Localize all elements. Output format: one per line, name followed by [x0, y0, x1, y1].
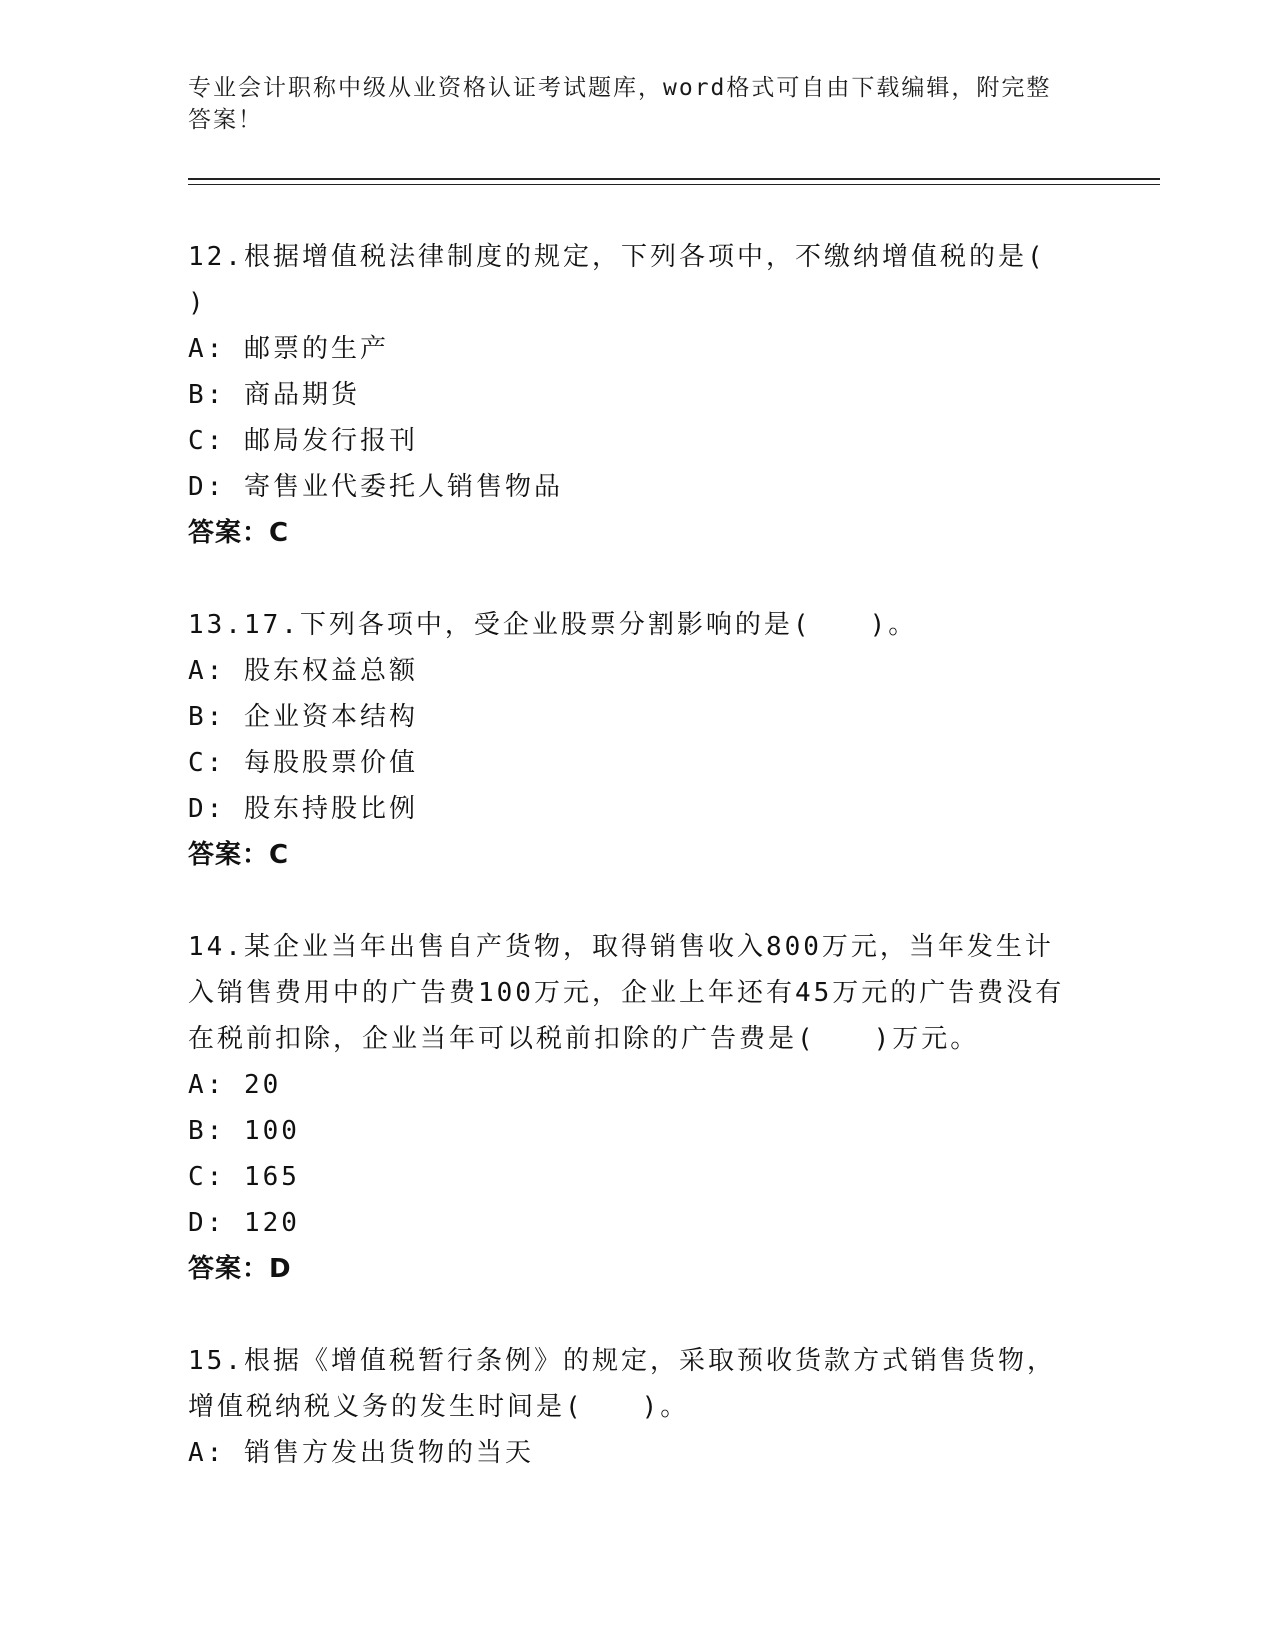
option-c: C: 邮局发行报刊 [188, 426, 418, 456]
question-stem: 15.根据《增值税暂行条例》的规定，采取预收货款方式销售货物，增值税纳税义务的发生时间是( )。 [188, 1346, 1056, 1422]
document-header: 专业会计职称中级从业资格认证考试题库，word格式可自由下载编辑，附完整答案！ [188, 75, 1052, 133]
answer-line: 答案：C [188, 840, 290, 870]
option-c: C: 每股股票价值 [188, 748, 418, 778]
question-14 [188, 924, 1078, 1292]
header-divider-thin [188, 184, 1160, 185]
option-d: D: 股东持股比例 [188, 794, 418, 824]
question-stem: 12.根据增值税法律制度的规定，下列各项中，不缴纳增值税的是( ) [188, 242, 1046, 318]
answer-line: 答案：C [188, 518, 290, 548]
option-b: B: 商品期货 [188, 380, 360, 410]
option-a: A: 20 [188, 1070, 282, 1100]
option-b: B: 企业资本结构 [188, 702, 418, 732]
option-a: A: 股东权益总额 [188, 656, 418, 686]
header-divider-thick [188, 178, 1160, 180]
question-15 [188, 1338, 1078, 1476]
option-b: B: 100 [188, 1116, 300, 1146]
question-12 [188, 234, 1078, 556]
answer-line: 答案：D [188, 1254, 292, 1284]
option-a: A: 邮票的生产 [188, 334, 389, 364]
option-a: A: 销售方发出货物的当天 [188, 1438, 534, 1468]
question-13 [188, 602, 1078, 878]
option-d: D: 120 [188, 1208, 300, 1238]
option-c: C: 165 [188, 1162, 300, 1192]
option-d: D: 寄售业代委托人销售物品 [188, 472, 563, 502]
question-stem: 14.某企业当年出售自产货物，取得销售收入800万元，当年发生计入销售费用中的广告费100万元，企业上年还有45万元的广告费没有在税前扣除，企业当年可以税前扣除的广告费是( )万元。 [188, 932, 1065, 1054]
question-stem: 13.17.下列各项中，受企业股票分割影响的是( )。 [188, 610, 918, 640]
